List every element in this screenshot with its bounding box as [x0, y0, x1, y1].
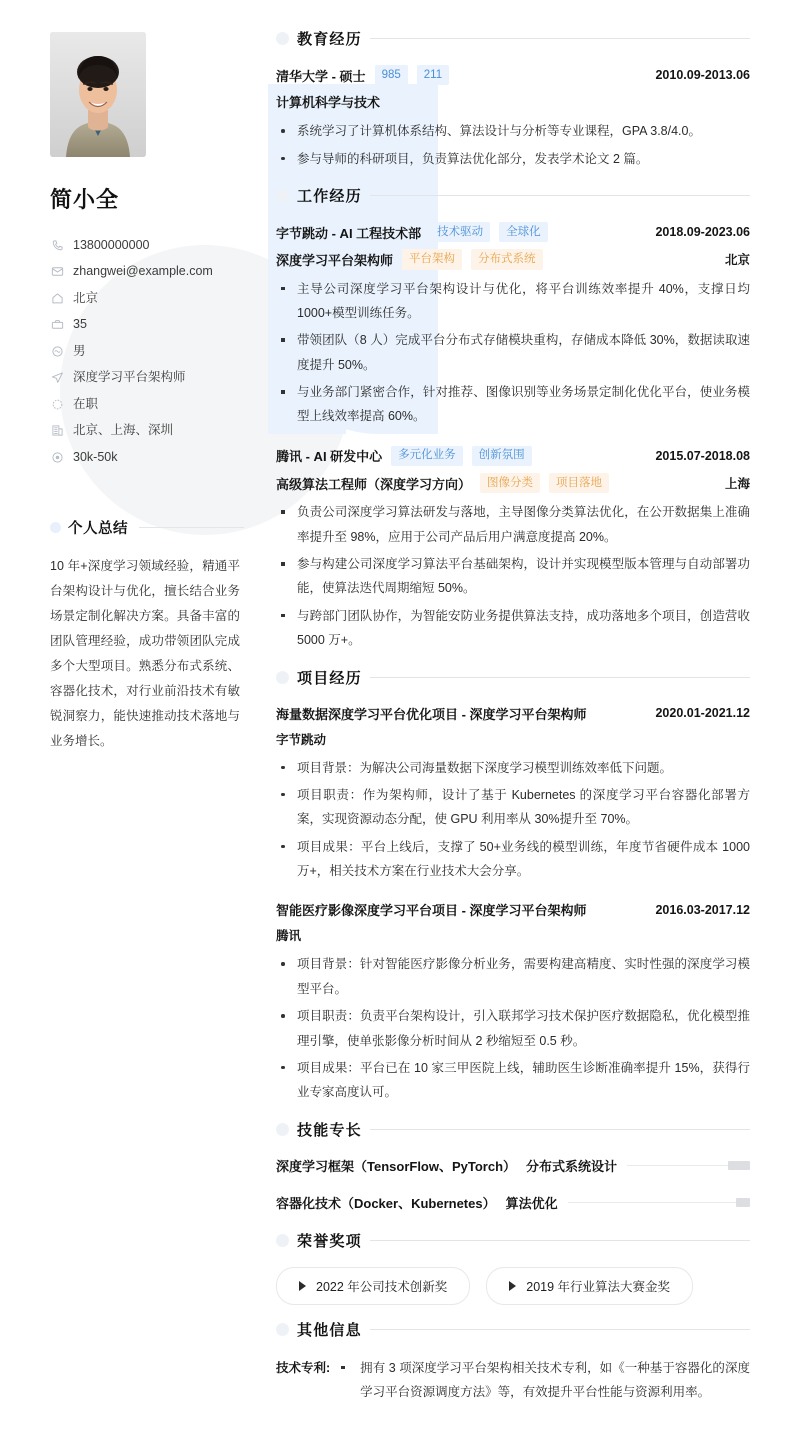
- contact-item-age: [50, 312, 244, 339]
- entry-heading: [276, 446, 750, 466]
- home-icon: [50, 291, 64, 305]
- section-other: [276, 1319, 750, 1408]
- skill-row: [276, 1156, 750, 1175]
- work-points: [276, 277, 750, 429]
- divider: [139, 527, 244, 528]
- education-tag: 985: [375, 65, 408, 85]
- list-item: 项目职责：作为架构师，设计了基于 Kubernetes 的深度学习平台容器化部署方案，实现资源动态分配，使 GPU 利用率从 30%提升至 70%。: [276, 783, 750, 832]
- contact-list: [50, 232, 244, 471]
- job-role: 高级算法工程师（深度学习方向）: [276, 476, 472, 492]
- list-item: 系统学习了计算机体系结构、算法设计与分析等专业课程，GPA 3.8/4.0。: [276, 119, 750, 143]
- project-points: [276, 756, 750, 884]
- work-date: 2018.09-2023.06: [655, 225, 750, 240]
- contact-value: 在职: [73, 396, 99, 411]
- work-date: 2015.07-2018.08: [655, 448, 750, 463]
- sidebar: [44, 28, 262, 754]
- work-location: 上海: [724, 477, 750, 492]
- list-item: 负责公司深度学习算法研发与落地，主导图像分类算法优化，在公开数据集上准确率提升至 98%，应用于公司产品后用户满意度提高 20%。: [276, 500, 750, 549]
- list-item: 拥有 3 项深度学习平台架构相关技术专利，如《一种基于容器化的深度学习平台资源调度方法》等，有效提升平台性能与资源利用率。: [336, 1356, 750, 1405]
- list-item: 项目成果：平台上线后，支撑了 50+业务线的模型训练，年度节省硬件成本 1000 万+，相关技术方案在行业技术大会分享。: [276, 835, 750, 884]
- work-entry: [276, 446, 750, 653]
- play-triangle-icon: [509, 1281, 516, 1291]
- other-info-body: [336, 1356, 750, 1408]
- section-header-other: [276, 1319, 750, 1340]
- other-info-row: [276, 1356, 750, 1408]
- list-item: 与业务部门紧密合作，针对推荐、图像识别等业务场景定制化优化平台，使业务模型上线效率提高 60%。: [276, 380, 750, 429]
- education-points: [276, 119, 750, 171]
- section-bullet-icon: [276, 671, 289, 684]
- play-triangle-icon: [299, 1281, 306, 1291]
- section-awards: [276, 1230, 750, 1305]
- project-date: 2020.01-2021.12: [655, 706, 750, 720]
- section-bullet-icon: [50, 522, 61, 533]
- section-bullet-icon: [276, 189, 289, 202]
- section-header-education: [276, 28, 750, 49]
- divider: [370, 1329, 750, 1330]
- entry-subheading: [276, 473, 750, 493]
- work-location: 北京: [724, 253, 750, 268]
- project-entry: [276, 900, 750, 1104]
- section-title: 其他信息: [297, 1321, 362, 1339]
- education-major: 计算机科学与技术: [276, 95, 381, 111]
- section-title: 技能专长: [297, 1121, 362, 1139]
- summary-header: [50, 517, 244, 538]
- list-item: 项目成果：平台已在 10 家三甲医院上线，辅助医生诊断准确率提升 15%，获得行业专家高度认可。: [276, 1056, 750, 1105]
- contact-value: 30k-50k: [73, 449, 118, 464]
- section-work: [276, 185, 750, 653]
- building-icon: [50, 424, 64, 438]
- list-item: 项目背景：为解决公司海量数据下深度学习模型训练效率低下问题。: [276, 756, 750, 780]
- skill-progress-handle[interactable]: [736, 1198, 750, 1207]
- skill-progress-track[interactable]: [568, 1202, 750, 1203]
- contact-value: 男: [73, 343, 86, 358]
- section-skills: [276, 1119, 750, 1212]
- list-item: 参与导师的科研项目，负责算法优化部分，发表学术论文 2 篇。: [276, 147, 750, 171]
- page-title: 简小全: [50, 187, 120, 212]
- status-icon: [50, 397, 64, 411]
- salary-icon: [50, 450, 64, 464]
- project-name: 智能医疗影像深度学习平台项目 - 深度学习平台架构师: [276, 903, 587, 919]
- portrait-photo-icon: [50, 32, 146, 157]
- section-bullet-icon: [276, 32, 289, 45]
- phone-icon: [50, 238, 64, 252]
- company-tag: 创新氛围: [472, 446, 532, 466]
- role-tag: 图像分类: [480, 473, 540, 493]
- divider: [370, 38, 750, 39]
- section-projects: [276, 667, 750, 1105]
- education-tag: 211: [417, 65, 449, 85]
- company-tag: 全球化: [499, 222, 548, 242]
- company-tag: 技术驱动: [430, 222, 490, 242]
- award-label: 2022 年公司技术创新奖: [316, 1279, 448, 1294]
- section-title: 教育经历: [297, 31, 362, 48]
- list-item: 与跨部门团队协作，为智能安防业务提供算法支持，成功落地多个项目，创造营收 5000 万+。: [276, 604, 750, 653]
- skill-row: [276, 1193, 750, 1212]
- entry-heading: [276, 900, 750, 919]
- contact-value: 35: [73, 317, 87, 331]
- section-education: [276, 28, 750, 171]
- project-org: 腾讯: [276, 929, 302, 944]
- contact-value: 深度学习平台架构师: [73, 370, 186, 384]
- envelope-icon: [50, 265, 64, 279]
- entry-heading: [276, 65, 750, 85]
- award-chip[interactable]: [276, 1267, 470, 1305]
- contact-item-phone: [50, 232, 244, 259]
- project-org: 字节跳动: [276, 732, 327, 747]
- summary-title: 个人总结: [68, 520, 128, 537]
- work-points: [276, 500, 750, 652]
- entry-heading: [276, 222, 750, 242]
- list-item: 项目背景：针对智能医疗影像分析业务，需要构建高精度、实时性强的深度学习模型平台。: [276, 952, 750, 1001]
- contact-item-gender: [50, 338, 244, 365]
- avatar: [50, 32, 146, 157]
- project-points: [276, 952, 750, 1104]
- section-bullet-icon: [276, 1123, 289, 1136]
- divider: [370, 195, 750, 196]
- contact-item-position: [50, 365, 244, 392]
- awards-list: [276, 1267, 750, 1305]
- project-date: 2016.03-2017.12: [655, 902, 750, 917]
- project-name: 海量数据深度学习平台优化项目 - 深度学习平台架构师: [276, 706, 587, 722]
- skill-primary: 深度学习框架（TensorFlow、PyTorch）: [276, 1158, 517, 1174]
- role-tag: 平台架构: [402, 249, 462, 269]
- role-tag: 分布式系统: [471, 249, 543, 269]
- list-item: 项目职责：负责平台架构设计，引入联邦学习技术保护医疗数据隐私，优化模型推理引擎，使单张影像分析时间从 2 秒缩短至 0.5 秒。: [276, 1004, 750, 1053]
- other-info-label: 技术专利:: [276, 1360, 331, 1375]
- award-label: 2019 年行业算法大赛金奖: [526, 1279, 671, 1294]
- company-tag: 多元化业务: [391, 446, 463, 466]
- section-bullet-icon: [276, 1234, 289, 1247]
- list-item: 主导公司深度学习平台架构设计与优化，将平台训练效率提升 40%，支撑日均 1000+模型训练任务。: [276, 277, 750, 326]
- contact-item-status: [50, 391, 244, 418]
- section-header-awards: [276, 1230, 750, 1251]
- education-date: 2010.09-2013.06: [655, 68, 750, 83]
- skill-progress-handle[interactable]: [728, 1161, 750, 1170]
- contact-value: 北京、上海、深圳: [73, 423, 174, 437]
- contact-value: 北京: [73, 290, 99, 305]
- entry-heading: [276, 704, 750, 723]
- contact-item-city: [50, 285, 244, 312]
- list-item: 带领团队（8 人）完成平台分布式存储模块重构，存储成本降低 30%，数据读取速度提升 50%。: [276, 328, 750, 377]
- project-entry: [276, 704, 750, 884]
- main-column: [262, 28, 750, 1413]
- section-bullet-icon: [276, 1323, 289, 1336]
- gender-icon: [50, 344, 64, 358]
- contact-item-salary: [50, 444, 244, 471]
- role-tag: 项目落地: [549, 473, 609, 493]
- divider: [370, 677, 750, 678]
- list-item: 参与构建公司深度学习算法平台基础架构，设计并实现模型版本管理与自动部署功能，使算法迭代周期缩短 50%。: [276, 552, 750, 601]
- entry-subheading: [276, 249, 750, 269]
- education-entry: [276, 65, 750, 171]
- skill-secondary: 分布式系统设计: [526, 1158, 618, 1174]
- contact-value: zhangwei@example.com: [73, 264, 213, 278]
- section-title: 荣誉奖项: [297, 1232, 362, 1250]
- award-chip[interactable]: [486, 1267, 693, 1305]
- job-role: 深度学习平台架构师: [276, 252, 394, 268]
- contact-value: 13800000000: [73, 237, 150, 252]
- skill-progress-track[interactable]: [627, 1165, 750, 1166]
- skill-primary: 容器化技术（Docker、Kubernetes）: [276, 1195, 496, 1211]
- summary-text: 10 年+深度学习领域经验，精通平台架构设计与优化，擅长结合业务场景定制化解决方案。具备丰富的团队管理经验，成功带领团队完成多个大型项目。熟悉分布式系统、容器化技术，对行业前沿技术有敏锐洞察力，能快速推动技术落地与业务增长。: [50, 558, 240, 748]
- other-points: [336, 1356, 750, 1405]
- briefcase-icon: [50, 318, 64, 332]
- section-title: 项目经历: [297, 669, 362, 687]
- section-header-skills: [276, 1119, 750, 1140]
- contact-item-locations: [50, 418, 244, 445]
- section-title: 工作经历: [297, 188, 362, 205]
- skill-secondary: 算法优化: [505, 1195, 558, 1211]
- section-header-projects: [276, 667, 750, 688]
- paper-plane-icon: [50, 371, 64, 385]
- work-entry: [276, 222, 750, 429]
- section-header-work: [276, 185, 750, 206]
- company-name: 字节跳动 - AI 工程技术部: [276, 225, 422, 241]
- divider: [370, 1129, 750, 1130]
- divider: [370, 1240, 750, 1241]
- school-name: 清华大学 - 硕士: [276, 68, 366, 84]
- contact-item-email: [50, 259, 244, 286]
- company-name: 腾讯 - AI 研发中心: [276, 449, 383, 465]
- summary-section: [50, 517, 244, 754]
